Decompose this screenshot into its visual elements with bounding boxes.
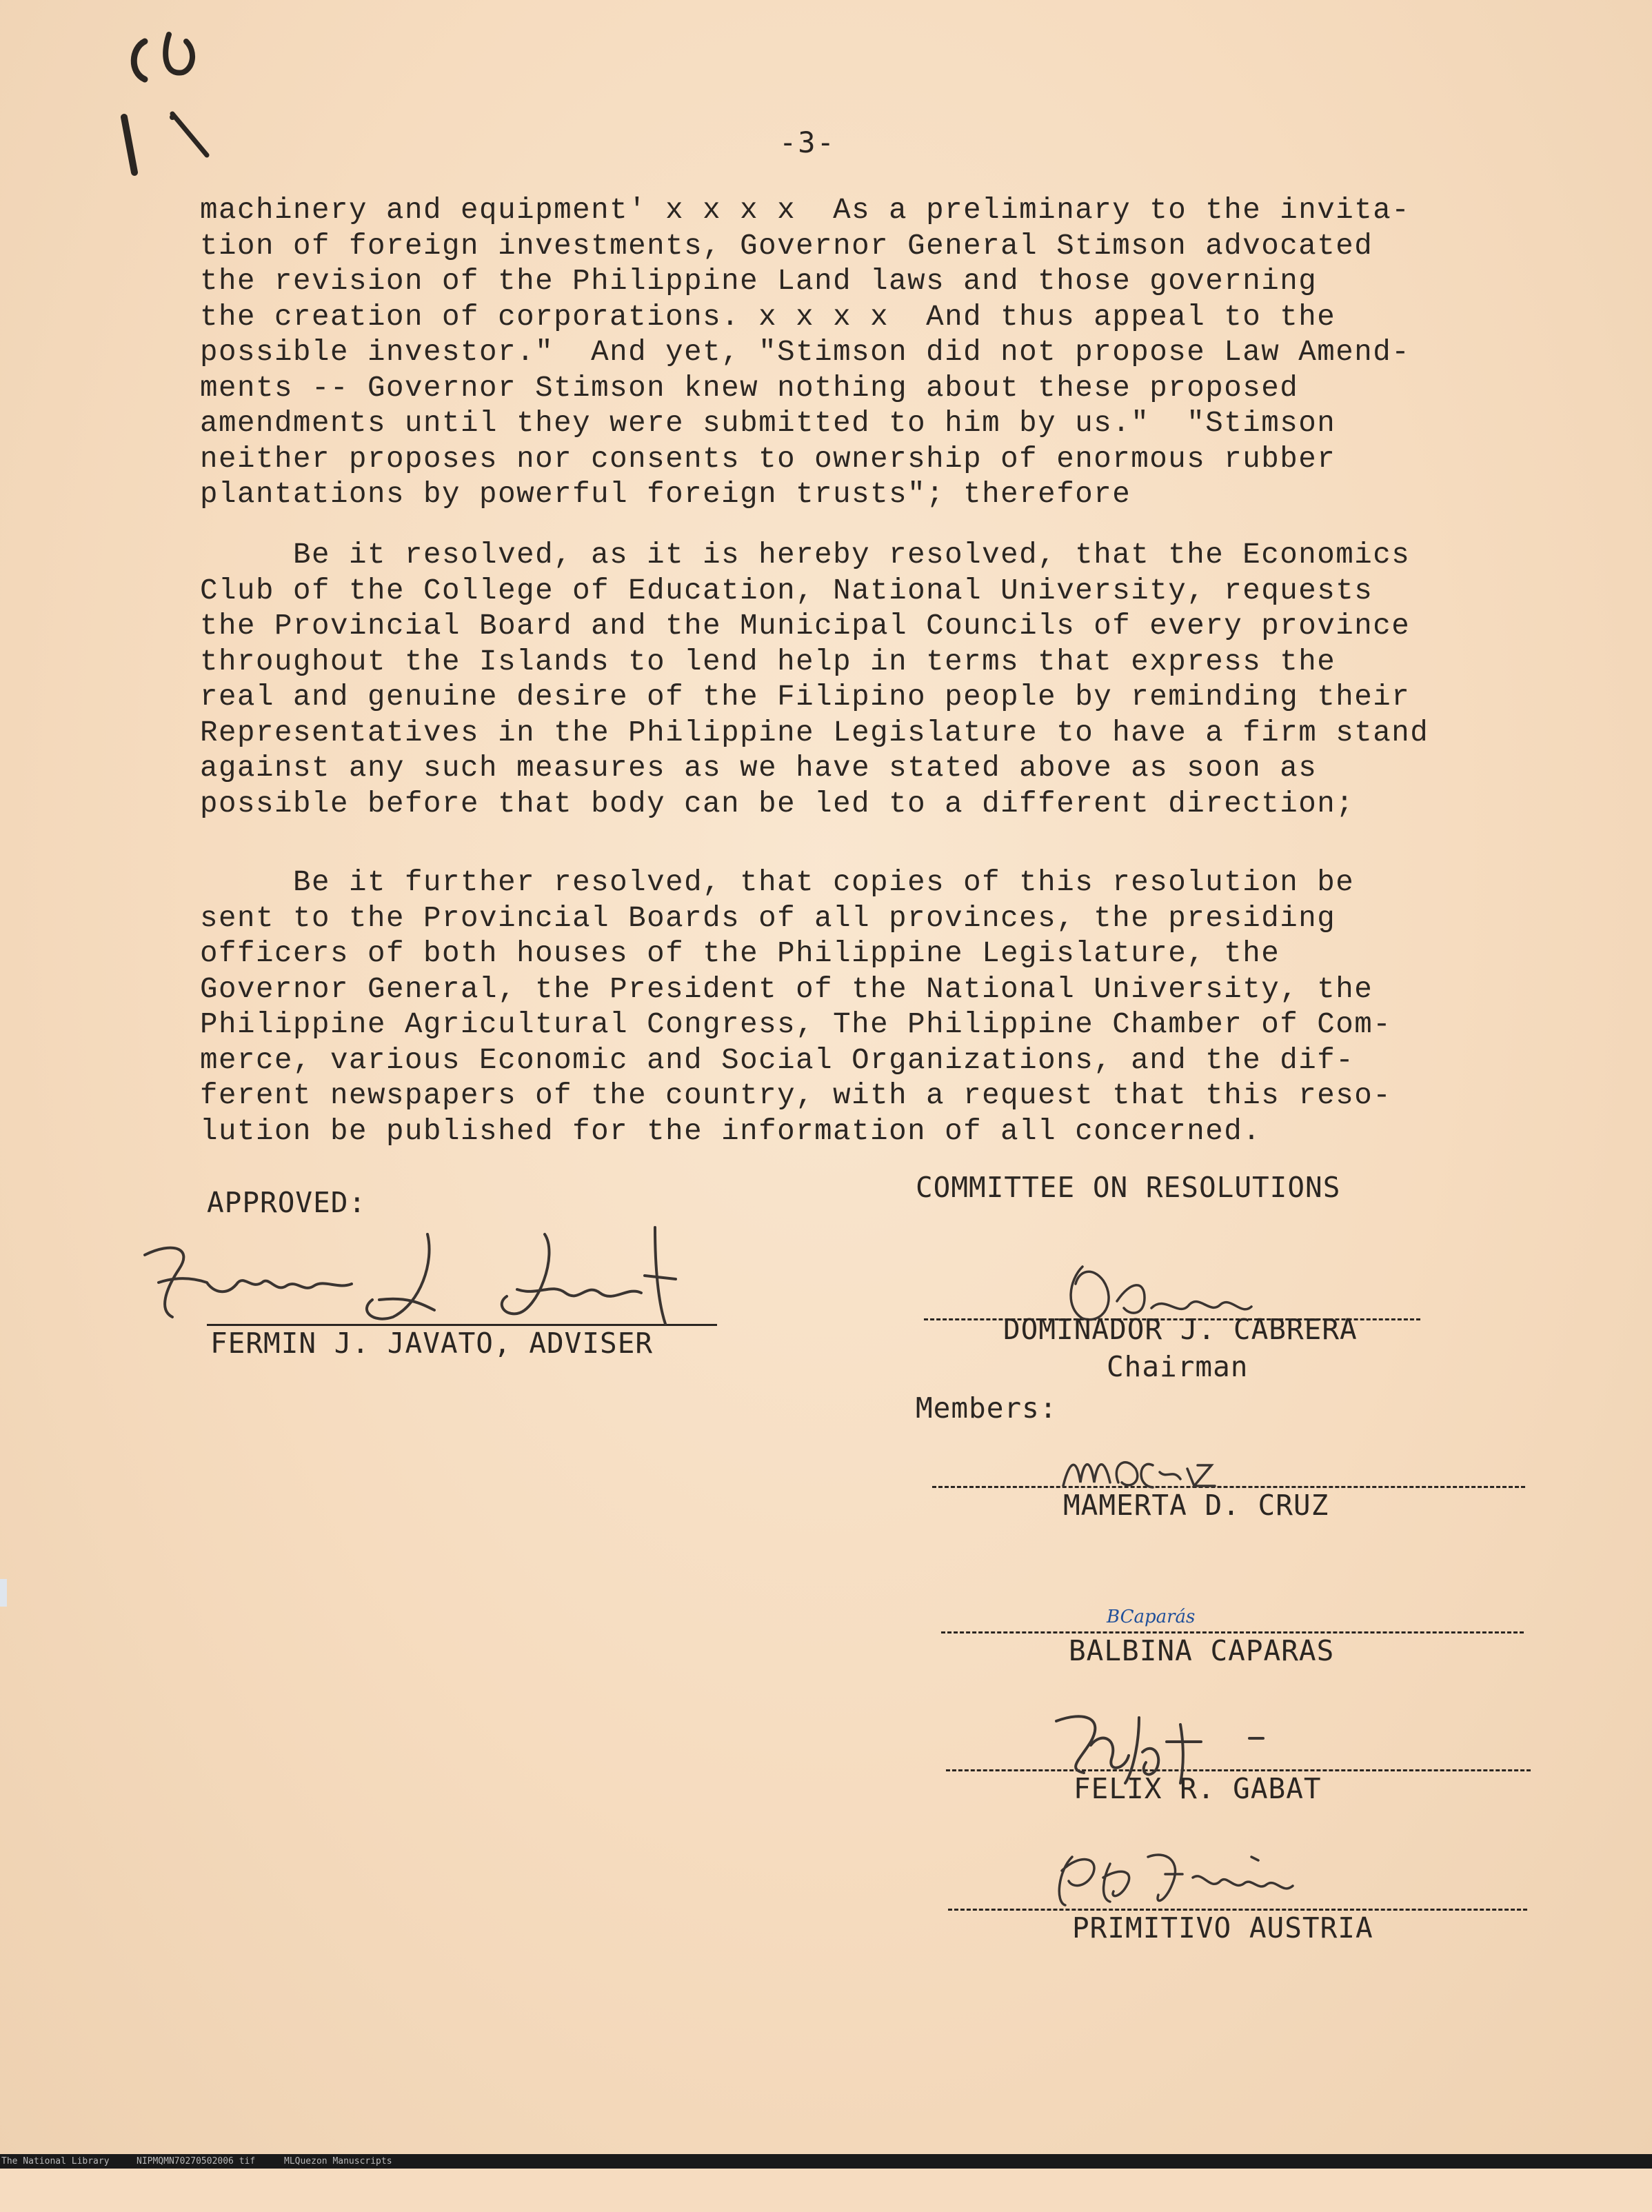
page-number: -3- [779, 125, 836, 159]
text-line: sent to the Provincial Boards of all provinces, the presiding [200, 901, 1336, 935]
text-line: plantations by powerful foreign trusts"; therefore [200, 478, 1131, 511]
adviser-name: FERMIN J. JAVATO, ADVISER [210, 1327, 654, 1360]
scan-edge-mark [0, 1579, 7, 1607]
text-line: ments -- Governor Stimson knew nothing about these proposed [200, 371, 1299, 405]
text-line: against any such measures as we have stated above as soon as [200, 752, 1318, 785]
approved-label: APPROVED: [207, 1186, 367, 1219]
signature-line [941, 1631, 1524, 1633]
text-line: ferent newspapers of the country, with a request that this reso- [200, 1079, 1392, 1112]
text-line: Be it resolved, as it is hereby resolved, that the Economics [200, 539, 1411, 572]
text-line: the revision of the Philippine Land laws and those governing [200, 265, 1318, 298]
chairman-name: DOMINADOR J. CABRERA [1003, 1313, 1358, 1346]
text-line: officers of both houses of the Philippine Legislature, the [200, 937, 1280, 970]
paragraph-first-resolution [200, 538, 1429, 822]
text-line: machinery and equipment' x x x x As a preliminary to the invita- [200, 194, 1411, 227]
footer-collection: MLQuezon Manuscripts [284, 2156, 392, 2166]
handwritten-marginal-mark [117, 14, 241, 179]
text-line: throughout the Islands to lend help in terms that express the [200, 645, 1336, 678]
adviser-signature [131, 1227, 752, 1338]
members-label: Members: [916, 1391, 1058, 1425]
text-line: Be it further resolved, that copies of this resolution be [200, 866, 1355, 899]
text-line: Club of the College of Education, National University, requests [200, 574, 1373, 607]
text-line: the creation of corporations. x x x x And thus appeal to the [200, 300, 1336, 334]
text-line: possible before that body can be led to a different direction; [200, 787, 1355, 821]
member-name: FELIX R. GABAT [1074, 1772, 1322, 1805]
committee-heading: COMMITTEE ON RESOLUTIONS [916, 1171, 1341, 1204]
text-line: tion of foreign investments, Governor General Stimson advocated [200, 229, 1373, 263]
footer-filename: NIPMQMN70270502006 tif [137, 2156, 256, 2166]
text-line: amendments until they were submitted to him by us." "Stimson [200, 407, 1336, 440]
member-signature-austria [1045, 1836, 1369, 1919]
text-line: lution be published for the information of all concerned. [200, 1114, 1262, 1148]
paragraph-preamble [200, 193, 1410, 513]
chairman-title: Chairman [1107, 1350, 1249, 1383]
text-line: Representatives in the Philippine Legislature to have a firm stand [200, 716, 1429, 750]
text-line: the Provincial Board and the Municipal Councils of every province [200, 610, 1411, 643]
text-line: Governor General, the President of the National University, the [200, 972, 1373, 1006]
member-signature-caparas: BCaparás [1107, 1607, 1196, 1627]
text-line: merce, various Economic and Social Organizations, and the dif- [200, 1043, 1355, 1077]
text-line: possible investor." And yet, "Stimson did not propose Law Amend- [200, 336, 1411, 369]
member-name: PRIMITIVO AUSTRIA [1072, 1911, 1373, 1944]
footer-source: The National Library [1, 2156, 110, 2166]
member-name: BALBINA CAPARAS [1069, 1634, 1335, 1667]
text-line: real and genuine desire of the Filipino people by reminding their [200, 681, 1411, 714]
text-line: neither proposes nor consents to ownership of enormous rubber [200, 442, 1336, 476]
archive-footer-bar [0, 2154, 1652, 2169]
paragraph-second-resolution [200, 865, 1391, 1149]
member-name: MAMERTA D. CRUZ [1063, 1489, 1329, 1522]
text-line: Philippine Agricultural Congress, The Philippine Chamber of Com- [200, 1008, 1392, 1041]
